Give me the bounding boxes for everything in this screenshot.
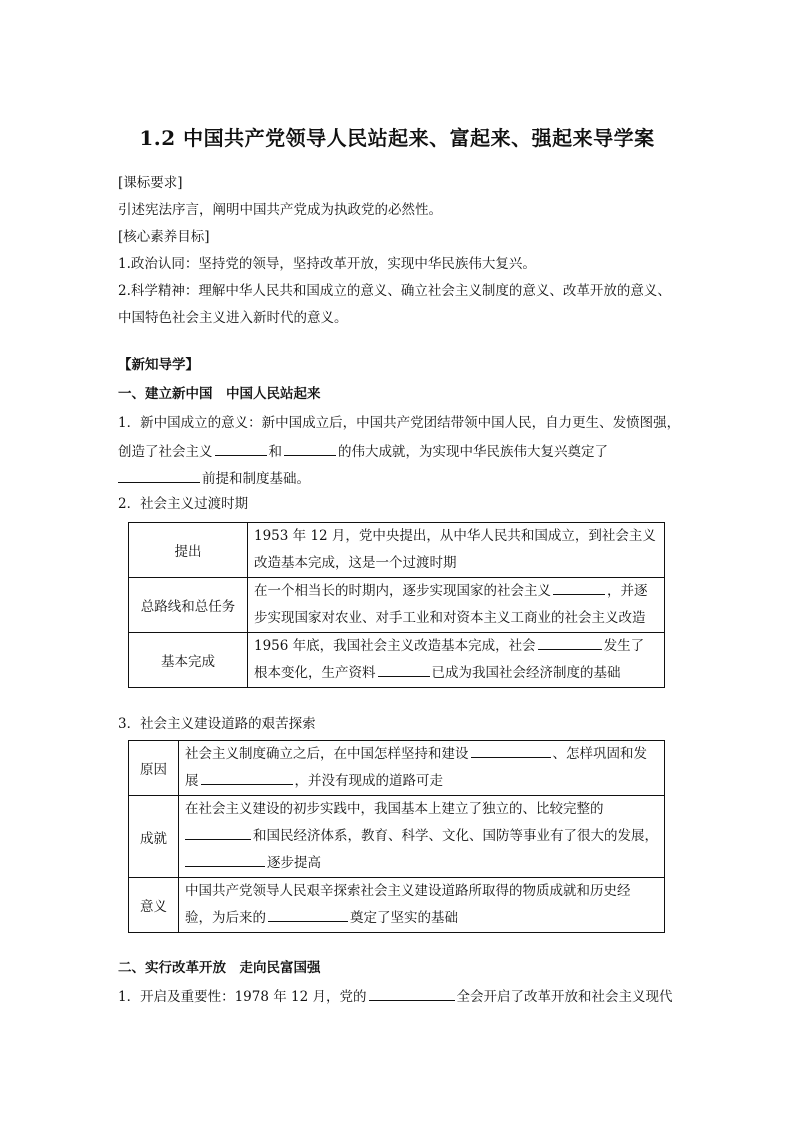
- part1-item1-line-b: [118, 441, 608, 461]
- part1-heading: 一、建立新中国 中国人民站起来: [118, 386, 321, 402]
- row-label: 基本完成: [129, 633, 248, 688]
- part1-item1-line-a: 1．新中国成立的意义：新中国成立后，中国共产党团结带领中国人民，自力更生、发愤图强，: [118, 415, 681, 431]
- fill-blank[interactable]: [268, 907, 348, 922]
- fill-blank[interactable]: [185, 825, 251, 840]
- fill-blank[interactable]: [378, 662, 430, 677]
- text-segment: 逐步提高: [267, 855, 321, 871]
- cell-line: 中国共产党领导人民艰辛探索社会主义建设道路所取得的物质成就和历史经: [185, 883, 631, 899]
- text-segment: 、怎样巩固和发: [552, 746, 647, 762]
- text-segment: 创造了社会主义: [118, 444, 213, 460]
- literacy-item-2b: 中国特色社会主义进入新时代的意义。: [118, 310, 348, 326]
- text-segment: 奠定了坚实的基础: [350, 910, 458, 926]
- row-label: 总路线和总任务: [129, 578, 248, 633]
- fill-blank[interactable]: [284, 441, 336, 456]
- fill-blank[interactable]: [215, 441, 267, 456]
- text-segment: 已成为我国社会经济制度的基础: [431, 665, 621, 681]
- exploration-table: [128, 740, 665, 933]
- fill-blank[interactable]: [201, 770, 293, 785]
- text-segment: 1．开启及重要性：1978 年 12 月，党的: [118, 989, 367, 1005]
- fill-blank[interactable]: [185, 852, 265, 867]
- cell-line: [185, 850, 658, 877]
- cell-line: 改造基本完成，这是一个过渡时期: [254, 555, 457, 571]
- row-label: 成就: [129, 796, 179, 878]
- row-content: [179, 741, 665, 796]
- text-segment: 和: [268, 444, 282, 460]
- cell-line: [254, 660, 658, 687]
- table-row: [129, 741, 665, 796]
- text-segment: 展: [185, 773, 199, 789]
- table-row: [129, 523, 665, 578]
- row-label: 意义: [129, 878, 179, 933]
- part2-heading: 二、实行改革开放 走向民富国强: [118, 960, 321, 976]
- text-segment: ，并逐: [607, 583, 648, 599]
- cell-line: [254, 633, 658, 660]
- row-content: [179, 878, 665, 933]
- row-content: [248, 523, 665, 578]
- cell-line: 步实现国家对农业、对手工业和对资本主义工商业的社会主义改造: [254, 610, 646, 626]
- text-segment: 前提和制度基础。: [202, 471, 310, 487]
- fill-blank[interactable]: [369, 986, 455, 1001]
- row-label: 原因: [129, 741, 179, 796]
- text-segment: 和国民经济体系，教育、科学、文化、国防等事业有了很大的发展，: [253, 828, 658, 844]
- text-segment: 发生了: [603, 638, 645, 654]
- table-row: [129, 796, 665, 878]
- cell-line: [185, 823, 658, 850]
- table-row: [129, 578, 665, 633]
- part1-item3: 3．社会主义建设道路的艰苦探索: [118, 716, 316, 732]
- text-segment: 在一个相当长的时期内，逐步实现国家的社会主义: [254, 583, 551, 599]
- table-row: [129, 878, 665, 933]
- part2-item1: [118, 986, 673, 1006]
- transition-period-table: [128, 522, 665, 688]
- row-label: 提出: [129, 523, 248, 578]
- fill-blank[interactable]: [118, 468, 200, 483]
- table-row: [129, 633, 665, 688]
- text-segment: 根本变化，生产资料: [254, 665, 376, 681]
- text-segment: 全会开启了改革开放和社会主义现代: [456, 989, 673, 1005]
- cell-line: 1953 年 12 月，党中央提出，从中华人民共和国成立，到社会主义: [254, 528, 656, 544]
- text-segment: 验，为后来的: [185, 910, 266, 926]
- section-guide-heading: 【新知导学】: [118, 357, 199, 373]
- literacy-item-1: 1.政治认同：坚持党的领导，坚持改革开放，实现中华民族伟大复兴。: [118, 256, 536, 272]
- text-segment: ，并没有现成的道路可走: [294, 773, 443, 789]
- part1-item1-line-c: [118, 468, 310, 488]
- standards-text: 引述宪法序言，阐明中国共产党成为执政党的必然性。: [118, 202, 442, 218]
- literacy-heading: [核心素养目标]: [118, 229, 210, 245]
- cell-line: [254, 578, 658, 605]
- standards-heading: [课标要求]: [118, 175, 183, 191]
- cell-line: 在社会主义建设的初步实践中，我国基本上建立了独立的、比较完整的: [185, 801, 604, 817]
- literacy-item-2a: 2.科学精神：理解中华人民共和国成立的意义、确立社会主义制度的意义、改革开放的意义、: [118, 283, 671, 299]
- cell-line: [185, 741, 658, 768]
- row-content: [179, 796, 665, 878]
- fill-blank[interactable]: [553, 580, 605, 595]
- text-segment: 社会主义制度确立之后，在中国怎样坚持和建设: [185, 746, 469, 762]
- page-title: 1.2 中国共产党领导人民站起来、富起来、强起来导学案: [139, 126, 655, 150]
- text-segment: 的伟大成就，为实现中华民族伟大复兴奠定了: [338, 444, 608, 460]
- fill-blank[interactable]: [538, 635, 602, 650]
- part1-item2: 2．社会主义过渡时期: [118, 496, 249, 512]
- row-content: [248, 578, 665, 633]
- row-content: [248, 633, 665, 688]
- text-segment: 1956 年底，我国社会主义改造基本完成，社会: [254, 638, 536, 654]
- cell-line: [185, 905, 658, 932]
- fill-blank[interactable]: [471, 743, 551, 758]
- cell-line: [185, 768, 658, 795]
